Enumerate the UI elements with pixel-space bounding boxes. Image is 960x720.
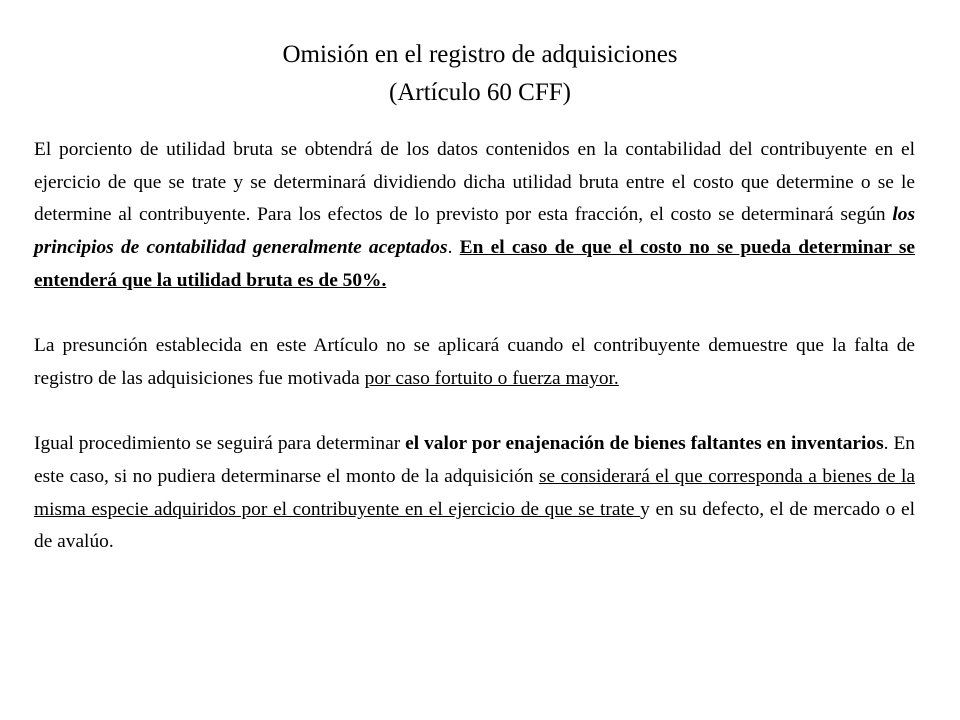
- body-text: [34, 134, 915, 559]
- paragraph-1: [34, 134, 915, 298]
- paragraph-3-text: Igual procedimiento se seguirá para determinar: [34, 433, 406, 455]
- gross-profit-50-percent-rule: En el caso de que el costo no se pueda determinar se entenderá que la utilidad bruta es de 50%.: [34, 237, 916, 291]
- paragraph-1-period: .: [447, 237, 460, 259]
- accounting-principles-emphasis: los principios de contabilidad generalmente aceptados: [34, 204, 915, 259]
- paragraph-2: [34, 330, 915, 395]
- slide-title: [0, 36, 960, 112]
- inventory-value-emphasis: el valor por enajenación de bienes faltantes en inventarios: [405, 433, 884, 455]
- paragraph-3-middle: . En este caso, si no pudiera determinarse el monto de la adquisición: [34, 433, 915, 487]
- same-species-goods-underlined: se considerará el que corresponda a bienes de la misma especie adquiridos por el contribuyente en el ejercicio de que se trate: [34, 466, 916, 520]
- title-line-1: Omisión en el registro de adquisiciones: [282, 41, 678, 68]
- title-line-2: (Artículo 60 CFF): [389, 79, 571, 106]
- paragraph-1-text: El porciento de utilidad bruta se obtendrá de los datos contenidos en la contabilidad del contribuyente en el ejercicio de que se trate y se determinará dividiendo dicha utilidad bruta entre el costo que determine o se le determine al contribuyente. Para los efectos de lo previsto por esta fracción, el costo se determinará según: [34, 139, 915, 226]
- paragraph-3-ending: y en su defecto, el de mercado o el de avalúo.: [34, 498, 915, 553]
- paragraph-3: [34, 428, 915, 559]
- paragraph-2-text: La presunción establecida en este Artículo no se aplicará cuando el contribuyente demuestre que la falta de registro de las adquisiciones fue motivada: [34, 335, 915, 389]
- force-majeure-underlined: por caso fortuito o fuerza mayor.: [364, 367, 619, 389]
